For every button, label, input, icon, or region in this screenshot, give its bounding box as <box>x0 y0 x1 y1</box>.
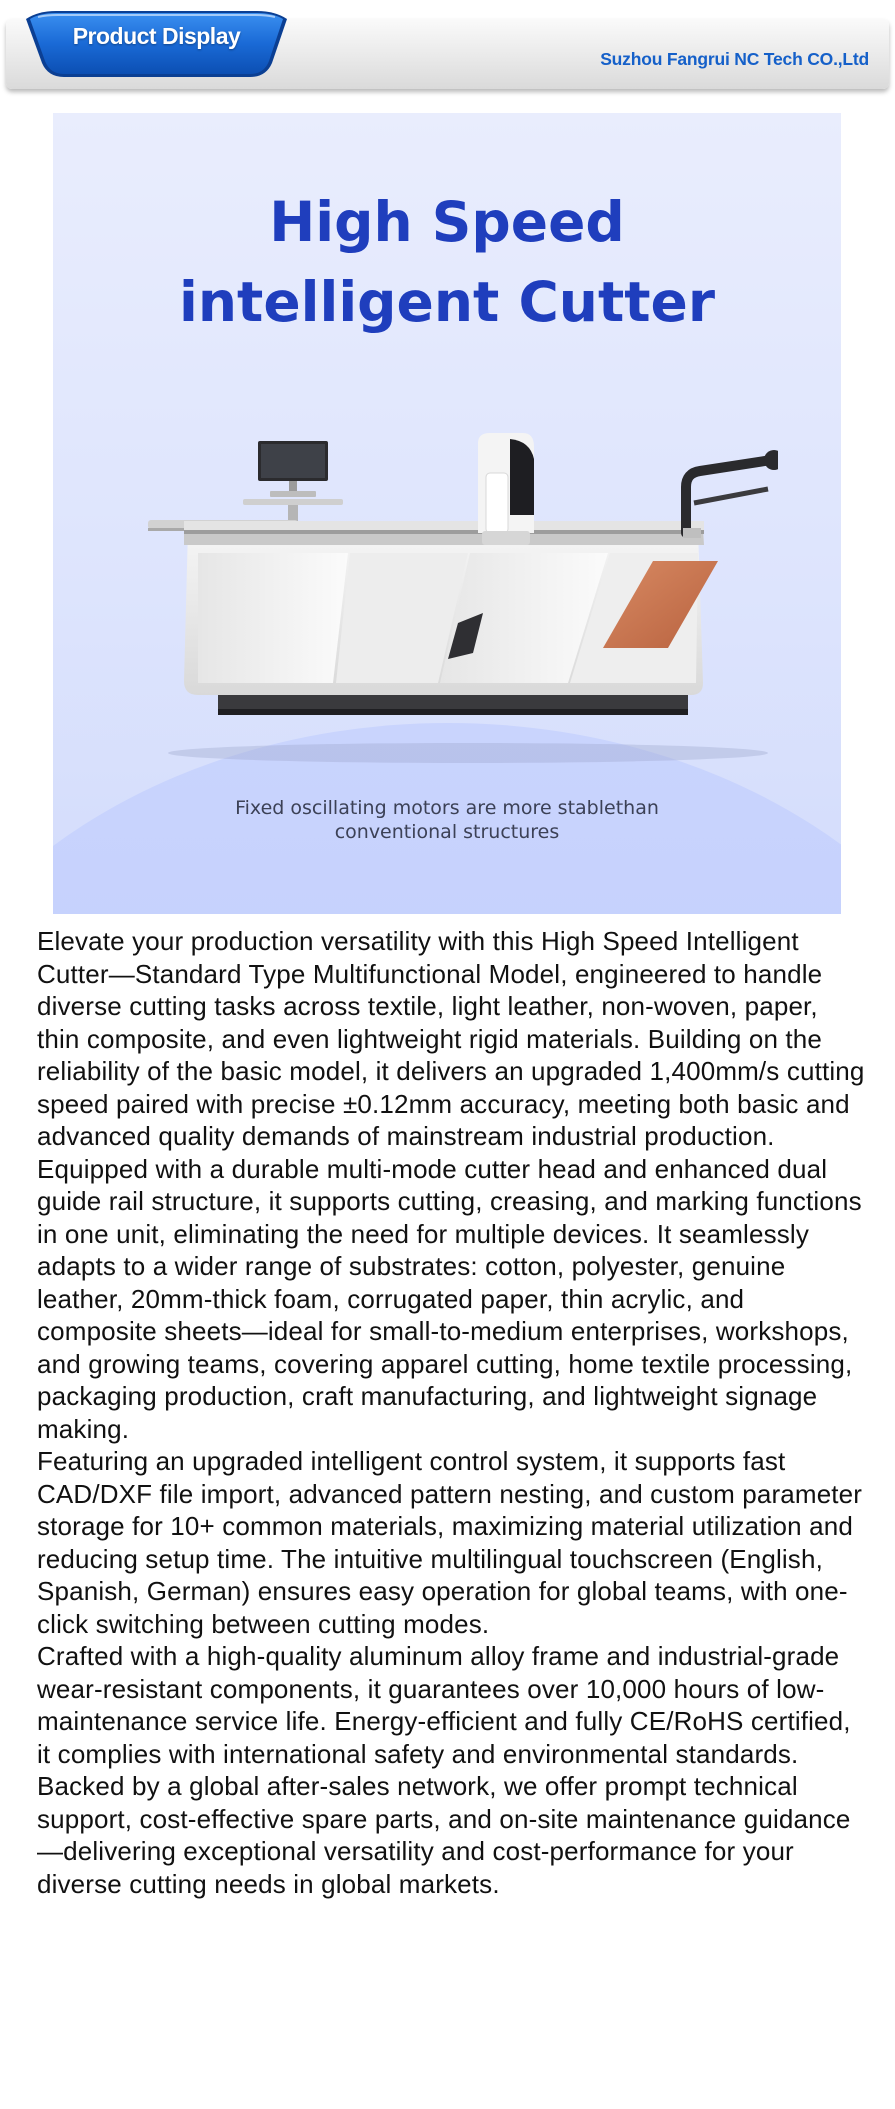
description-paragraph-2: Equipped with a durable multi-mode cutter head and enhanced dual guide rail structure, it supports cutting, creasing, and marking functions in one unit, eliminating the need for multiple devices. It seamlessly adapts to a wider range of substrates: cotton, polyester, genuine leather, 20mm-thick foam, corrugated paper, thin acrylic, and composite sheets—ideal for small-to-medium enterprises, workshops, and growing teams, covering apparel cutting, home textile processing, packaging production, craft manufacturing, and lightweight signage making. <box>37 1153 862 1444</box>
product-display-header <box>6 19 889 89</box>
product-description <box>37 925 867 1900</box>
cutter-machine-image <box>138 433 778 773</box>
description-paragraph-4: Crafted with a high-quality aluminum alloy frame and industrial-grade wear-resistant components, it guarantees over 10,000 hours of low-maintenance service life. Energy-efficient and fully CE/RoHS certified, it complies with international safety and environmental standards. <box>37 1641 851 1769</box>
title-line-2: intelligent Cutter <box>179 270 715 334</box>
product-caption <box>53 796 841 844</box>
company-name: Suzhou Fangrui NC Tech CO.,Ltd <box>600 49 869 69</box>
product-display-tab <box>26 11 287 79</box>
caption-line-1: Fixed oscillating motors are more stablethan <box>235 797 659 819</box>
product-title <box>53 182 841 342</box>
description-paragraph-3: Featuring an upgraded intelligent control system, it supports fast CAD/DXF file import, advanced pattern nesting, and custom parameter storage for 10+ common materials, maximizing material utilization and reducing setup time. The intuitive multilingual touchscreen (English, Spanish, German) ensures easy operation for global teams, with one-click switching between cutting modes. <box>37 1446 863 1639</box>
product-image-panel <box>53 113 841 914</box>
description-paragraph-5: Backed by a global after-sales network, we offer prompt technical support, cost-effective spare parts, and on-site maintenance guidance—delivering exceptional versatility and cost-performance for your diverse cutting needs in global markets. <box>37 1771 851 1899</box>
caption-line-2: conventional structures <box>334 821 560 843</box>
title-line-1: High Speed <box>269 190 625 254</box>
product-display-label: Product Display <box>72 23 241 49</box>
description-paragraph-1: Elevate your production versatility with this High Speed Intelligent Cutter—Standard Type Multifunctional Model, engineered to handle diverse cutting tasks across textile, light leather, non-woven, paper, thin composite, and even lightweight rigid materials. Building on the reliability of the basic model, it delivers an upgraded 1,400mm/s cutting speed paired with precise ±0.12mm accuracy, meeting both basic and advanced quality demands of mainstream industrial production. <box>37 926 865 1151</box>
